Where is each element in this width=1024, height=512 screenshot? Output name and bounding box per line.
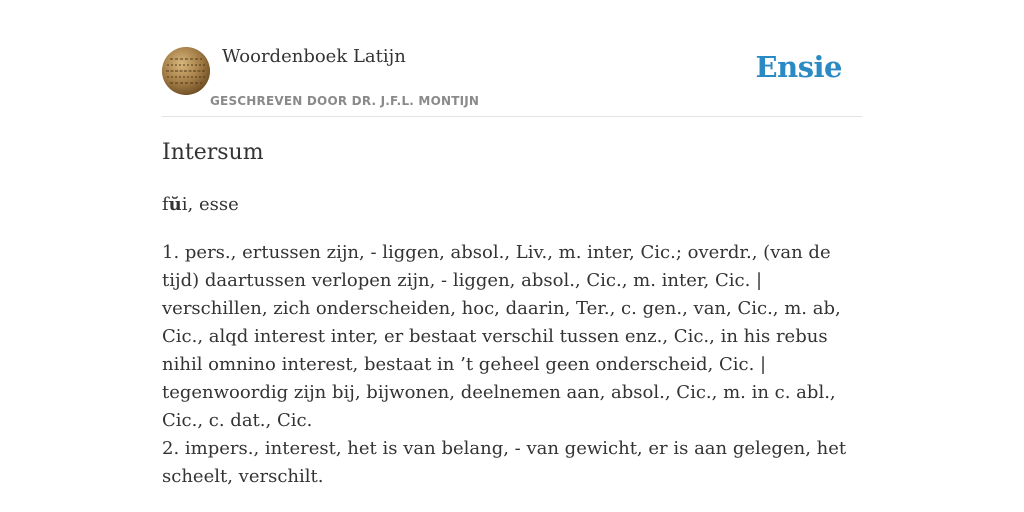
entry-forms (162, 194, 239, 215)
page-container (162, 0, 862, 487)
definition-sense-2: 2. impers., interest, het is van belang, - van gewicht, er is aan gelegen, het scheelt, verschilt. (162, 438, 847, 487)
definition-sense-1: 1. pers., ertussen zijn, - liggen, absol., Liv., m. inter, Cic.; overdr., (van de tijd) daartussen verlopen zijn, - liggen, absol., Cic., m. inter, Cic. | verschillen, zich onderscheiden, hoc, daarin, Ter., c. gen., van, Cic., m. ab, Cic., alqd interest inter, er bestaat verschil tussen enz., Cic., in his rebus nihil omnino interest, bestaat in ’t geheel geen onderscheid, Cic. | tegenwoordig zijn bij, bijwonen, deelnemen aan, absol., Cic., m. in c. abl., Cic., c. dat., Cic. (162, 242, 841, 431)
entry-title: Intersum (162, 140, 264, 165)
forms-suffix: i, esse (181, 194, 239, 215)
book-title[interactable]: Woordenboek Latijn (222, 46, 406, 67)
header (162, 0, 862, 117)
forms-prefix: f (162, 194, 169, 215)
entry-definition (162, 239, 862, 491)
ensie-logo-link[interactable]: Ensie (755, 50, 842, 84)
book-avatar[interactable] (162, 47, 210, 95)
author-line: GESCHREVEN DOOR DR. J.F.L. MONTIJN (210, 94, 480, 108)
inscription-coin-icon (162, 47, 210, 95)
forms-accent: ŭ (168, 194, 182, 215)
